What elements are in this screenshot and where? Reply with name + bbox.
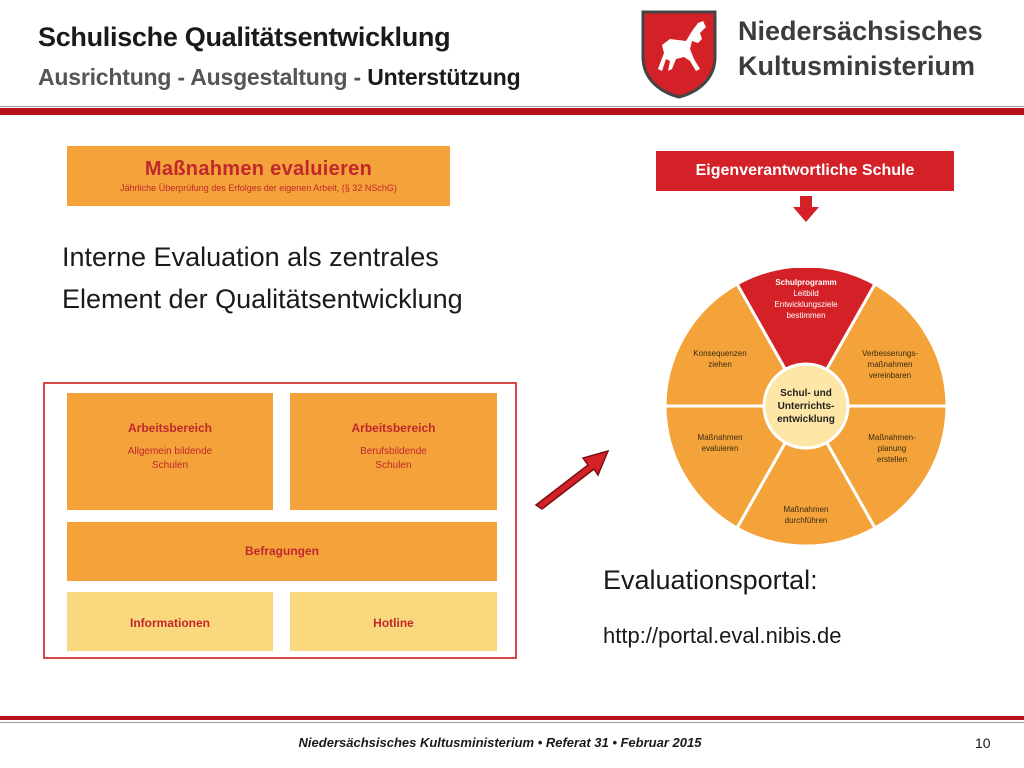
ministry-line1: Niedersächsisches — [738, 16, 983, 46]
box3-title: Befragungen — [244, 544, 319, 558]
center-line3: entwicklung — [777, 414, 835, 425]
ll-line2: evaluieren — [701, 444, 739, 453]
subtitle-part2: Unterstützung — [367, 64, 521, 90]
box2-sub2: Schulen — [375, 460, 412, 471]
header-rule-thin — [0, 106, 1024, 107]
box1-sub — [67, 445, 273, 473]
subtitle-part1: Ausrichtung - Ausgestaltung - — [38, 64, 368, 90]
header-rule — [0, 108, 1024, 115]
ur-line3: vereinbaren — [868, 371, 912, 380]
box2-sub1: Berufsbildende — [360, 446, 427, 457]
diagonal-arrow-icon — [528, 445, 614, 511]
box-berufsbildend — [290, 393, 497, 510]
bot-line2: durchführen — [784, 516, 828, 525]
main-text-line2: Element der Qualitätsentwicklung — [62, 284, 463, 314]
main-text-line1: Interne Evaluation als zentrales — [62, 242, 439, 272]
portal-structure-frame — [43, 382, 517, 659]
slide-subtitle — [38, 64, 520, 91]
footer-rule-thin — [0, 722, 1024, 723]
portal-url-link[interactable]: http://portal.eval.nibis.de — [603, 623, 842, 648]
box1-sub1: Allgemein bildende — [127, 446, 213, 457]
ul-line2: ziehen — [708, 360, 732, 369]
lower-saxony-horse-crest-icon — [640, 9, 718, 99]
top-line1: Leitbild — [793, 289, 819, 298]
ur-line2: maßnahmen — [867, 360, 913, 369]
banner-subtitle: Jährliche Überprüfung des Erfolges der eigenen Arbeit, (§ 32 NSchG) — [120, 183, 397, 193]
top-line3: bestimmen — [786, 311, 826, 320]
box-hotline — [290, 592, 497, 651]
top-line2: Entwicklungsziele — [774, 300, 838, 309]
center-line2: Unterrichts- — [777, 401, 835, 412]
slide-title: Schulische Qualitätsentwicklung — [38, 22, 451, 52]
bot-line1: Maßnahmen — [783, 505, 829, 514]
box-allgemein — [67, 393, 273, 510]
ministry-line2: Kultusministerium — [738, 51, 976, 81]
down-arrow-icon — [792, 195, 820, 223]
box2-title: Arbeitsbereich — [351, 421, 436, 435]
ur-line1: Verbesserungs- — [861, 349, 919, 358]
box5-title: Hotline — [373, 616, 414, 630]
cycle-banner: Eigenverantwortliche Schule — [656, 151, 954, 191]
lr-line3: erstellen — [876, 455, 908, 464]
center-line1: Schul- und — [780, 388, 832, 399]
lr-line2: planung — [877, 444, 907, 453]
ll-line1: Maßnahmen — [697, 433, 743, 442]
top-title: Schulprogramm — [775, 278, 837, 287]
box-informationen — [67, 592, 273, 651]
lr-line1: Maßnahmen- — [868, 433, 916, 442]
evaluation-banner — [67, 146, 450, 206]
box2-sub — [290, 445, 497, 473]
footer-text: Niedersächsisches Kultusministerium • Referat 31 • Februar 2015 — [298, 735, 702, 750]
portal-heading: Evaluationsportal: — [603, 565, 818, 595]
page-number: 10 — [975, 735, 991, 751]
ul-line1: Konsequenzen — [693, 349, 747, 358]
box1-sub2: Schulen — [151, 460, 189, 471]
banner-title: Maßnahmen evaluieren — [144, 158, 373, 180]
ministry-name — [738, 14, 983, 84]
footer-rule — [0, 716, 1024, 720]
quality-cycle-wheel — [658, 268, 954, 554]
main-statement — [62, 236, 463, 320]
box-befragungen — [67, 522, 497, 581]
box1-title: Arbeitsbereich — [127, 421, 213, 435]
box4-title: Informationen — [130, 616, 210, 630]
